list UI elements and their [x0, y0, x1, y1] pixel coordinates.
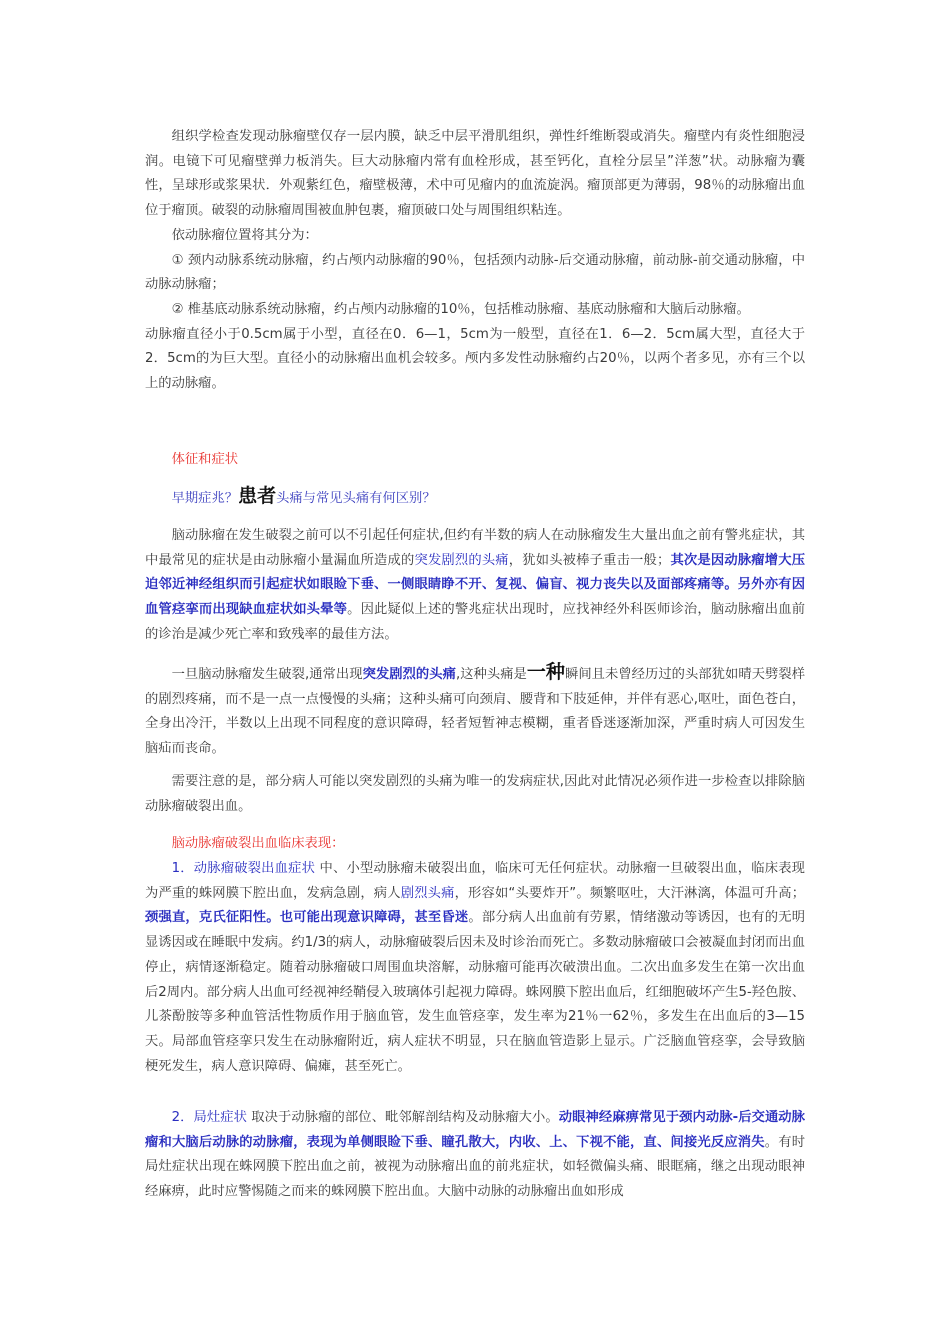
note-paragraph: 需要注意的是，部分病人可能以突发剧烈的头痛为唯一的发病症状,因此对此情况必须作进一步检查以排除脑动脉瘤破裂出血。 — [145, 774, 805, 814]
warning-text-c: ，犹如头被棒子重击一般； — [508, 552, 671, 568]
question-part-c: 头痛与常见头痛有何区别？ — [276, 491, 436, 506]
item2-label: 2．局灶症状 — [171, 1110, 247, 1125]
signs-section-heading-wrap — [145, 448, 805, 473]
classification-item-1: ① 颈内动脉系统动脉瘤，约占颅内动脉瘤的90％，包括颈内动脉-后交通动脉瘤，前动脉-前交通动脉瘤，中动脉动脉瘤； — [145, 252, 805, 293]
warning-text-a: 脑动脉瘤在发生破裂之前可以不引起任何症状,但约有半数的病人在动脉瘤发生大量出血之前有警兆症状，其中最常见的症状是由动脉瘤小量漏血所造成的 — [145, 528, 805, 568]
clinical-heading-wrap — [145, 832, 805, 857]
rupture-paragraph-wrap — [145, 660, 805, 762]
clinical-item-2-wrap — [145, 1106, 805, 1205]
warning-sign-paragraph — [145, 524, 805, 648]
rupture-text-c: ,这种头痛是 — [455, 667, 527, 682]
item2-text-c: 。有时局灶症状出现在蛛网膜下腔出血之前，被视为动脉瘤出血的前兆症状，如轻微偏头痛、眼眶痛，继之出现动眼神经麻痹，此时应警惕随之而来的蛛网膜下腔出血。大脑中动脉的动脉瘤出血如形成 — [145, 1134, 806, 1200]
early-sign-question — [145, 484, 805, 512]
rupture-text-b: 突发剧烈的头痛 — [362, 667, 456, 682]
rupture-text-d: 一种 — [526, 661, 565, 683]
clinical-item-2 — [145, 1106, 805, 1205]
size-paragraph: 动脉瘤直径小于0.5cm属于小型，直径在0．6—1，5cm为一般型，直径在1．6—2．5cm属大型，直径大于2．5cm的为巨大型。直径小的动脉瘤出血机会较多。颅内多发性动脉瘤约占20％，以两个者多见，亦有三个以上的动脉瘤。 — [145, 326, 805, 392]
item2-text-a: 取决于动脉瘤的部位、毗邻解剖结构及动脉瘤大小。 — [246, 1110, 559, 1125]
signs-section-heading: 体征和症状 — [171, 452, 239, 467]
item1-text-c: ，形容如“头要炸开”。频繁呕吐，大汗淋漓，体温可升高； — [454, 885, 806, 901]
warning-text-d: 其次是因动脉瘤增大压迫邻近神经组织而引起症状如眼睑下垂、一侧眼睛睁不开、复视、偏盲、视力丧失以及面部疼痛等。另外亦有因血管痉挛而出现缺血症状如头晕等 — [145, 552, 806, 618]
pathology-paragraph: 组织学检查发现动脉瘤壁仅存一层内膜，缺乏中层平滑肌组织，弹性纤维断裂或消失。瘤壁内有炎性细胞浸润。电镜下可见瘤壁弹力板消失。巨大动脉瘤内常有血栓形成，甚至钙化，直栓分层呈”洋葱”状。动脉瘤为囊性，呈球形或浆果状．外观紫红色，瘤壁极薄，术中可见瘤内的血流旋涡。瘤顶部更为薄弱，98％的动脉瘤出血位于瘤顶。破裂的动脉瘤周围被血肿包裹，瘤顶破口处与周围组织粘连。 — [145, 129, 805, 219]
item1-text-a: 中、小型动脉瘤未破裂出血，临床可无任何症状。动脉瘤一旦破裂出血，临床表现为严重的蛛网膜下腔出血，发病急剧，病人 — [145, 861, 805, 901]
question-part-b: 患者 — [238, 485, 277, 507]
item1-text-e: 。部分病人出血前有劳累，情绪激动等诱因，也有的无明显诱因或在睡眠中发病。约1/3的病人，动脉瘤破裂后因未及时诊治而死亡。多数动脉瘤破口会被凝血封闭而出血停止，病情逐渐稳定。随着动脉瘤破口周围血块溶解，动脉瘤可能再次破溃出血。二次出血多发生在第一次出血后2周内。部分病人出血可经视神经鞘侵入玻璃体引起视力障碍。蛛网膜下腔出血后，红细胞破坏产生5-羟色胺、儿茶酚胺等多种血管活性物质作用于脑血管，发生血管痉挛，发生率为21％一62％，多发生在出血后的3—15天。局部血管痉挛只发生在动脉瘤附近，病人症状不明显，只在脑血管造影上显示。广泛脑血管痉挛，会导致脑梗死发生，病人意识障碍、偏瘫，甚至死亡。 — [145, 910, 806, 1074]
classification-intro: 依动脉瘤位置将其分为： — [171, 227, 318, 243]
warning-text-e: 。因此疑似上述的警兆症状出现时，应找神经外科医师诊治，脑动脉瘤出血前的诊治是减少死亡率和致残率的最佳方法。 — [145, 602, 806, 642]
item1-label: 1．动脉瘤破裂出血症状 — [171, 861, 316, 876]
classification-item-2: ② 椎基底动脉系统动脉瘤，约占颅内动脉瘤的10％，包括椎动脉瘤、基底动脉瘤和大脑后动脉瘤。 — [171, 301, 750, 317]
clinical-item-1-wrap — [145, 857, 805, 1079]
clinical-item-1 — [145, 857, 805, 1079]
early-sign-question-wrap — [145, 484, 805, 512]
item2-text-b: 动眼神经麻痹常见于颈内动脉-后交通动脉瘤和大脑后动脉的动脉瘤，表现为单侧眼睑下垂、瞳孔散大，内收、上、下视不能，直、间接光反应消失 — [145, 1110, 805, 1150]
pathology-section — [145, 125, 805, 397]
question-part-a: 早期症兆？ — [171, 491, 239, 506]
warning-text-b: 突发剧烈的头痛 — [414, 552, 509, 568]
rupture-text-e: 瞬间且未曾经历过的头部犹如晴天劈裂样的剧烈疼痛，而不是一点一点慢慢的头痛；这种头痛可向颈肩、腰背和下肢延伸，并伴有恶心,呕吐，面色苍白，全身出冷汗，半数以上出现不同程度的意识障碍，轻者短暂神志模糊，重者昏迷逐渐加深，严重时病人可因发生脑疝而丧命。 — [145, 667, 806, 757]
rupture-text-a: 一旦脑动脉瘤发生破裂,通常出现 — [171, 667, 363, 682]
note-paragraph-wrap — [145, 770, 805, 819]
rupture-paragraph — [145, 660, 805, 762]
warning-sign-paragraph-wrap — [145, 524, 805, 648]
item1-text-d: 颈强直，克氏征阳性。也可能出现意识障碍，甚至昏迷 — [145, 910, 469, 926]
clinical-heading: 脑动脉瘤破裂出血临床表现： — [171, 836, 345, 851]
item1-text-b: 剧烈头痛 — [400, 885, 455, 901]
